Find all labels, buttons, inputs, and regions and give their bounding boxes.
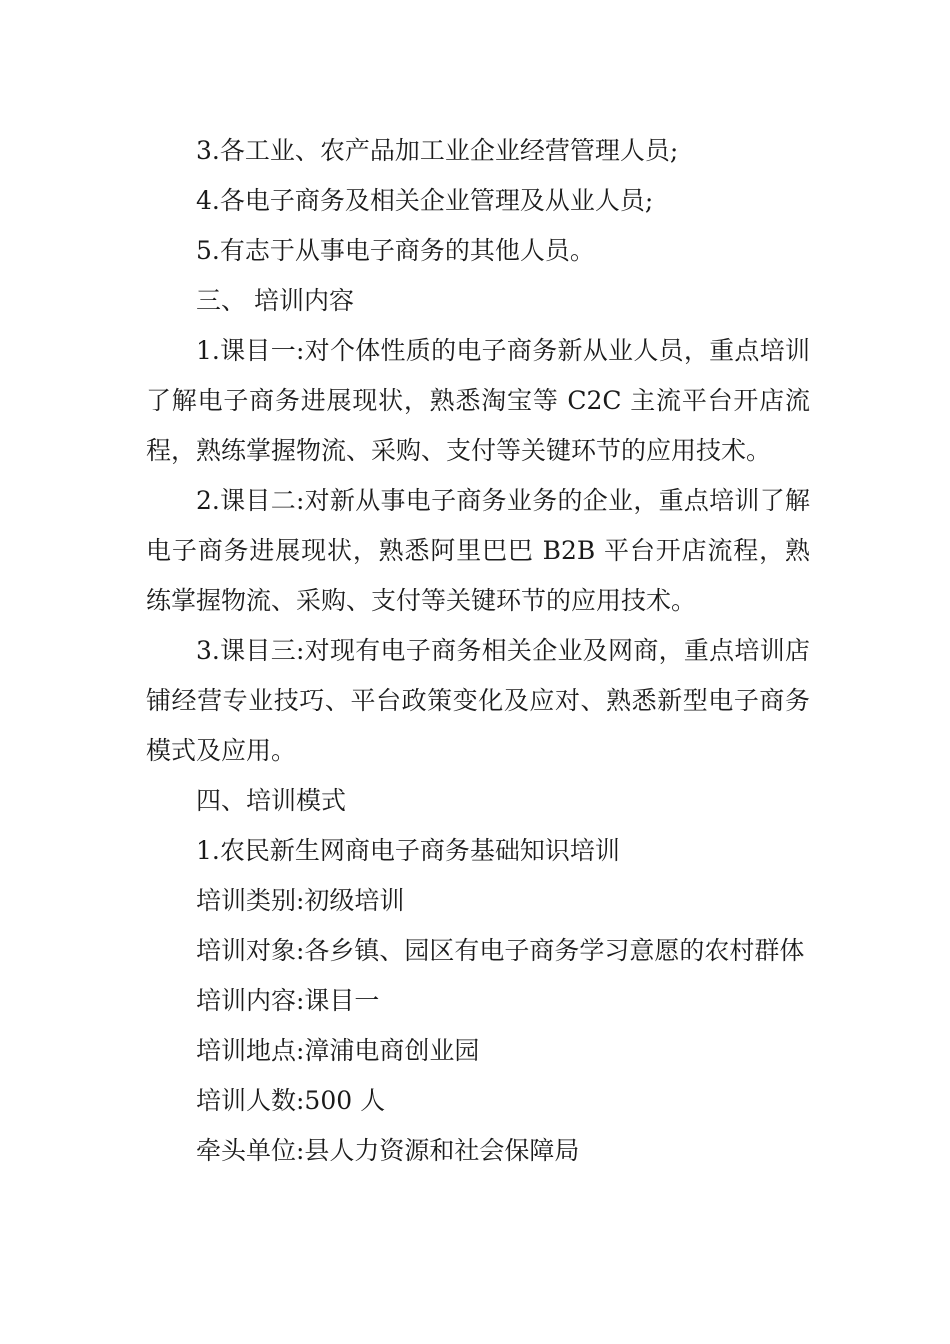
document-body (146, 126, 810, 1176)
paragraph-training-headcount: 培训人数:500 人 (196, 1086, 386, 1115)
section-heading-training-content: 三、 培训内容 (196, 286, 354, 315)
paragraph-target-group-4: 4.各电子商务及相关企业管理及从业人员; (196, 186, 654, 215)
paragraph-course-2: 2.课目二:对新从事电子商务业务的企业，重点培训了解电子商务进展现状，熟悉阿里巴巴 B2B 平台开店流程，熟练掌握物流、采购、支付等关键环节的应用技术。 (146, 486, 810, 615)
paragraph-lead-unit: 牵头单位:县人力资源和社会保障局 (196, 1136, 580, 1165)
paragraph-target-group-5: 5.有志于从事电子商务的其他人员。 (196, 236, 595, 265)
paragraph-training-category: 培训类别:初级培训 (196, 886, 405, 915)
paragraph-mode-1-title: 1.农民新生网商电子商务基础知识培训 (196, 836, 620, 865)
paragraph-course-3: 3.课目三:对现有电子商务相关企业及网商，重点培训店铺经营专业技巧、平台政策变化及应对、熟悉新型电子商务模式及应用。 (146, 636, 810, 765)
paragraph-course-1: 1.课目一:对个体性质的电子商务新从业人员，重点培训了解电子商务进展现状，熟悉淘宝等 C2C 主流平台开店流程，熟练掌握物流、采购、支付等关键环节的应用技术。 (146, 336, 810, 465)
paragraph-training-location: 培训地点:漳浦电商创业园 (196, 1036, 480, 1065)
section-heading-training-mode: 四、培训模式 (196, 786, 347, 815)
paragraph-training-audience: 培训对象:各乡镇、园区有电子商务学习意愿的农村群体 (196, 936, 805, 965)
paragraph-training-content: 培训内容:课目一 (196, 986, 380, 1015)
paragraph-target-group-3: 3.各工业、农产品加工业企业经营管理人员; (196, 136, 679, 165)
